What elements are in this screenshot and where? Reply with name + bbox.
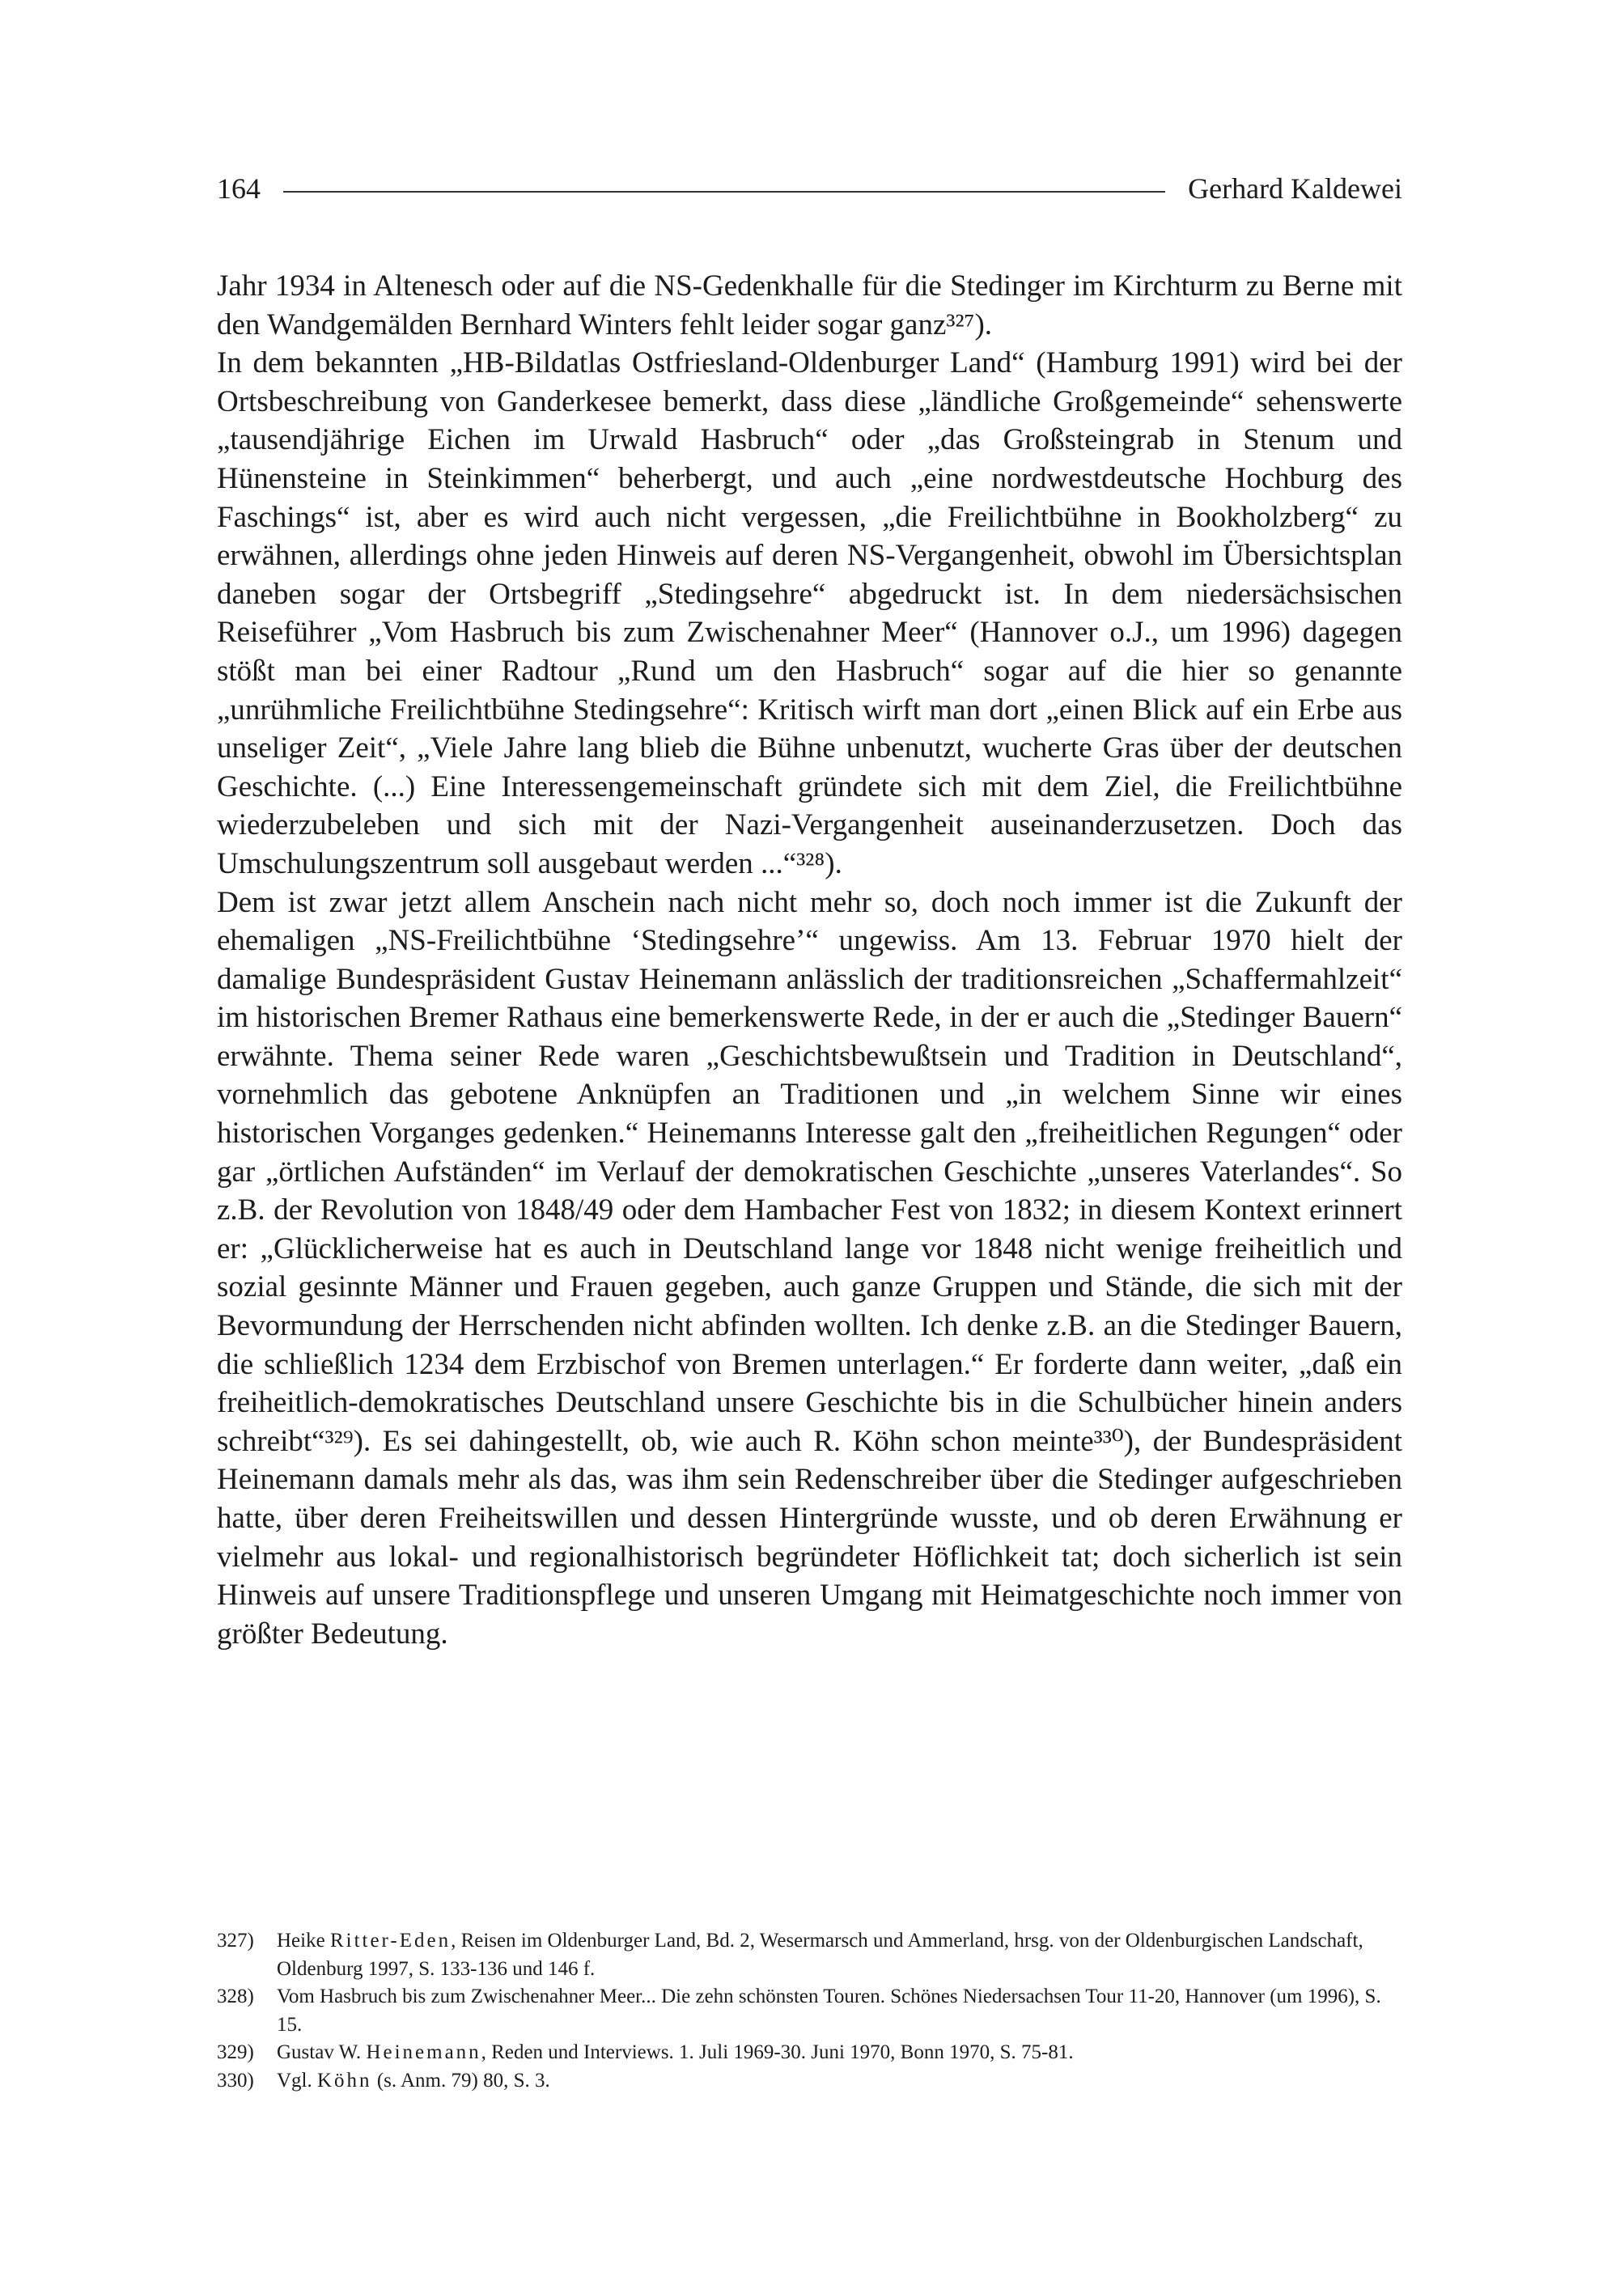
paragraph: Jahr 1934 in Altenesch oder auf die NS-Gedenkhalle für die Stedinger im Kirchturm zu Berne mit den Wandgemälden Bernhard Winters fehlt leider sogar ganz³²⁷). xyxy=(217,269,1402,341)
footnotes xyxy=(217,1927,1402,2096)
paragraph: In dem bekannten „HB-Bildatlas Ostfriesland-Oldenburger Land“ (Hamburg 1991) wird bei der Ortsbeschreibung von Ganderkesee bemerkt, dass diese „ländliche Großgemeinde“ sehenswerte „tausendjährige Eichen im Urwald Hasbruch“ oder „das Großsteingrab in Stenum und Hünensteine in Steinkimmen“ beherbergt, und auch „eine nordwestdeutsche Hochburg des Faschings“ ist, aber es wird auch nicht vergessen, „die Freilichtbühne in Bookholzberg“ zu erwähnen, allerdings ohne jeden Hinweis auf deren NS-Vergangenheit, obwohl im Übersichtsplan daneben sogar der Ortsbegriff „Stedingsehre“ abgedruckt ist. In dem niedersächsischen Reiseführer „Vom Hasbruch bis zum Zwischenahner Meer“ (Hannover o.J., um 1996) dagegen stößt man bei einer Radtour „Rund um den Hasbruch“ sogar auf die hier so genannte „unrühmliche Freilichtbühne Stedingsehre“: Kritisch wirft man dort „einen Blick auf ein Erbe aus unseliger Zeit“, „Viele Jahre lang blieb die Bühne unbenutzt, wucherte Gras über der deutschen Geschichte. (...) Eine Interessengemeinschaft gründete sich mit dem Ziel, die Freilichtbühne wiederzubeleben und sich mit der Nazi-Vergangenheit auseinanderzusetzen. Doch das Umschulungszentrum soll ausgebaut werden ...“³²⁸). xyxy=(217,346,1402,880)
footnote-number: 329) xyxy=(217,2041,254,2064)
footnote-number: 327) xyxy=(217,1930,254,1952)
main-text xyxy=(217,267,1402,1653)
footnote-pre: Vgl. xyxy=(277,2069,317,2092)
footnote-pre: Gustav W. xyxy=(277,2041,367,2064)
running-author: Gerhard Kaldewei xyxy=(1188,172,1402,205)
footnote-pre: Vom Hasbruch bis zum Zwischenahner Meer... Die zehn schönsten Touren. Schönes Niedersachsen Tour 11-20, Hannover (um 1996), S. 15. xyxy=(277,1986,1381,2036)
footnote-329 xyxy=(217,2039,1402,2067)
footnote-text xyxy=(277,1983,1402,2039)
footnote-author: Köhn xyxy=(317,2069,372,2092)
footnote-post: , Reisen im Oldenburger Land, Bd. 2, Wesermarsch und Ammerland, hrsg. von der Oldenburgischen Landschaft, Oldenburg 1997, S. 133-136 und 146 f. xyxy=(277,1930,1363,1980)
footnote-pre: Heike xyxy=(277,1930,330,1952)
page-number: 164 xyxy=(217,172,261,205)
header-rule xyxy=(283,191,1165,193)
footnote-post: , Reden und Interviews. 1. Juli 1969-30. Juni 1970, Bonn 1970, S. 75-81. xyxy=(481,2041,1074,2064)
footnote-328 xyxy=(217,1983,1402,2039)
footnote-text xyxy=(277,2067,1402,2096)
running-header xyxy=(217,168,1402,209)
footnote-330 xyxy=(217,2067,1402,2096)
footnote-author: Heinemann xyxy=(366,2041,481,2064)
paragraph: Dem ist zwar jetzt allem Anschein nach nicht mehr so, doch noch immer ist die Zukunft der ehemaligen „NS-Freilichtbühne ‘Stedingsehre’“ ungewiss. Am 13. Februar 1970 hielt der damalige Bundespräsident Gustav Heinemann anlässlich der traditionsreichen „Schaffermahlzeit“ im historischen Bremer Rathaus eine bemerkenswerte Rede, in der er auch die „Stedinger Bauern“ erwähnte. Thema seiner Rede waren „Geschichtsbewußtsein und Tradition in Deutschland“, vornehmlich das gebotene Anknüpfen an Traditionen und „in welchem Sinne wir eines historischen Vorganges gedenken.“ Heinemanns Interesse galt den „freiheitlichen Regungen“ oder gar „örtlichen Aufständen“ im Verlauf der demokratischen Geschichte „unseres Vaterlandes“. So z.B. der Revolution von 1848/49 oder dem Hambacher Fest von 1832; in diesem Kontext erinnert er: „Glücklicherweise hat es auch in Deutschland lange vor 1848 nicht wenige freiheitlich und sozial gesinnte Männer und Frauen gegeben, auch ganze Gruppen und Stände, die sich mit der Bevormundung der Herrschenden nicht abfinden wollten. Ich denke z.B. an die Stedinger Bauern, die schließlich 1234 dem Erzbischof von Bremen unterlagen.“ Er forderte dann weiter, „daß ein freiheitlich-demokratisches Deutschland unsere Geschichte bis in die Schulbücher hinein anders schreibt“³²⁹). Es sei dahingestellt, ob, wie auch R. Köhn schon meinte³³⁰), der Bundespräsident Heinemann damals mehr als das, was ihm sein Redenschreiber über die Stedinger aufgeschrieben hatte, über deren Freiheitswillen und dessen Hintergründe wusste, und ob deren Erwähnung er vielmehr aus lokal- und regionalhistorisch begründeter Höflichkeit tat; doch sicherlich ist sein Hinweis auf unsere Traditionspflege und unseren Umgang mit Heimatgeschichte noch immer von größter Bedeutung. xyxy=(217,885,1402,1651)
footnote-327 xyxy=(217,1927,1402,1983)
footnote-text xyxy=(277,2039,1402,2067)
footnote-number: 328) xyxy=(217,1986,254,2008)
footnote-author: Ritter-Eden xyxy=(329,1930,452,1952)
footnote-number: 330) xyxy=(217,2069,254,2092)
footnote-text xyxy=(277,1927,1402,1983)
footnote-post: (s. Anm. 79) 80, S. 3. xyxy=(371,2069,550,2092)
